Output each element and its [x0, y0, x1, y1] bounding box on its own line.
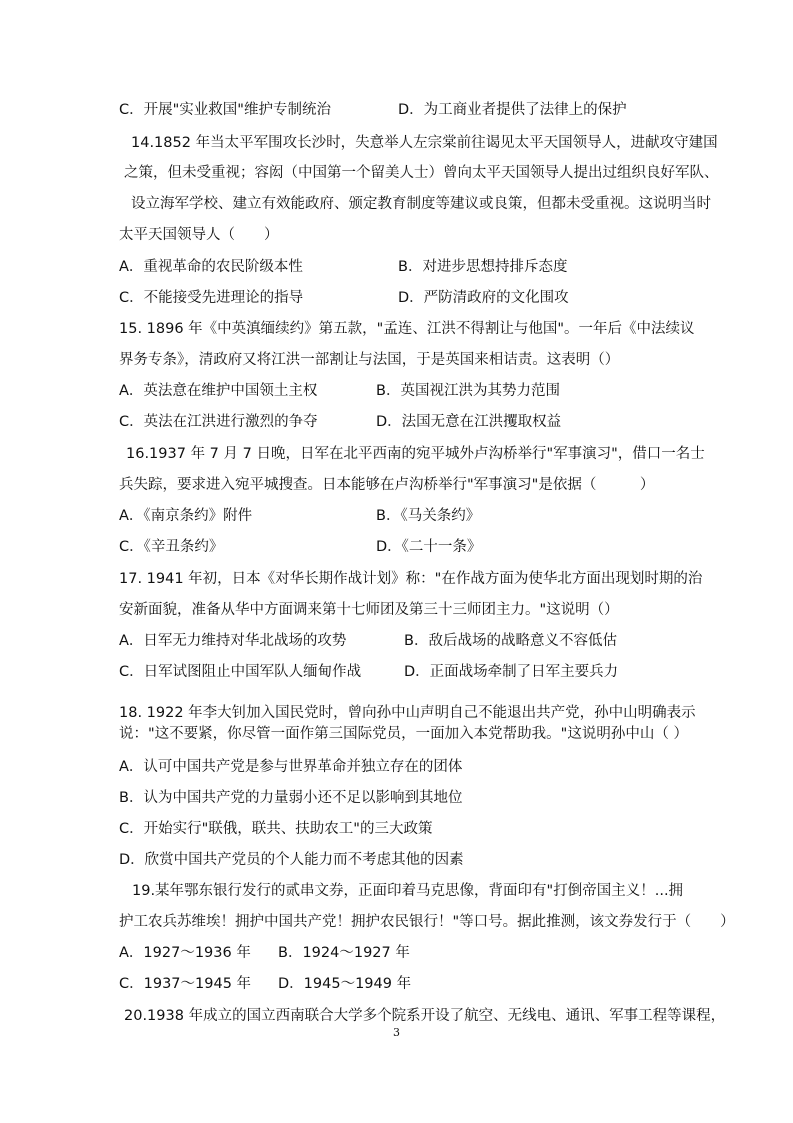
question-19-line-2: 护工农兵苏维埃！拥护中国共产党！拥护农民银行！"等口号。据此推测，该文券发行于（ ） [119, 914, 735, 930]
question-14-line-2: 之策，但未受重视；容闳（中国第一个留美人士）曾向太平天国领导人提出过组织良好军队、 [124, 165, 719, 181]
question-17-line-1: 17. 1941 年初，日本《对华长期作战计划》称："在作战方面为使华北方面出现划时期的治 [119, 571, 703, 587]
question-19-option-d: D．1945～1949 年 [278, 976, 412, 992]
question-15-option-d: D．法国无意在江洪攫取权益 [376, 414, 562, 430]
question-14-option-d: D．严防清政府的文化围攻 [398, 290, 569, 306]
question-14-line-4: 太平天国领导人（ ） [119, 227, 279, 243]
question-15-option-b: B．英国视江洪为其势力范围 [376, 383, 560, 399]
question-19-line-1: 19.某年鄂东银行发行的贰串文券，正面印着马克思像，背面印有"打倒帝国主义！...拥 [132, 883, 684, 899]
question-17-option-d: D．正面战场牵制了日军主要兵力 [404, 664, 619, 680]
question-18-option-d: D．欣赏中国共产党员的个人能力而不考虑其他的因素 [119, 852, 464, 868]
question-14-option-b: B．对进步思想持排斥态度 [398, 259, 568, 275]
question-14-line-3: 设立海军学校、建立有效能政府、颁定教育制度等建议或良策，但都未受重视。这说明当时 [131, 196, 711, 212]
question-15-line-2: 界务专条》，清政府又将江洪一部割让与法国，于是英国来相诘责。这表明（） [119, 352, 620, 368]
question-17-option-c: C．日军试图阻止中国军队人缅甸作战 [119, 664, 362, 680]
question-15-option-a: A．英法意在维护中国领土主权 [119, 383, 318, 399]
option-c: C．开展"实业救国"维护专制统治 [119, 102, 331, 118]
question-17-option-b: B．敌后战场的战略意义不容低估 [404, 633, 617, 649]
question-15-option-c: C．英法在江洪进行激烈的争夺 [119, 414, 318, 430]
question-16-option-d: D．《二十一条》 [376, 539, 482, 555]
question-16-line-2: 兵失踪，要求进入宛平城搜查。日本能够在卢沟桥举行"军事演习"是依据（ ） [119, 477, 655, 493]
page-number: 3 [393, 1026, 400, 1039]
question-18-option-c: C．开始实行"联俄，联共、扶助农工"的三大政策 [119, 821, 433, 837]
question-19-option-c: C．1937～1945 年 [119, 976, 252, 992]
question-14-line-1: 14.1852 年当太平军围攻长沙时，失意举人左宗棠前往谒见太平天国领导人，进献攻守建国 [131, 135, 718, 151]
option-d: D．为工商业者提供了法律上的保护 [398, 102, 627, 118]
question-16-option-a: A．《南京条约》附件 [119, 508, 253, 524]
question-14-option-a: A．重视革命的农民阶级本性 [119, 259, 303, 275]
question-16-option-b: B．《马关条约》 [376, 508, 481, 524]
question-20-line-1: 20.1938 年成立的国立西南联合大学多个院系开设了航空、无线电、通讯、军事工程等课程， [124, 1008, 726, 1024]
question-19-option-b: B．1924～1927 年 [278, 945, 410, 961]
question-18-line-2: 说："这不要紧，你尽管一面作第三国际党员，一面加入本党帮助我。"这说明孙中山（ ） [119, 726, 688, 742]
question-18-option-b: B．认为中国共产党的力量弱小还不足以影响到其地位 [119, 790, 463, 806]
question-14-option-c: C．不能接受先进理论的指导 [119, 290, 304, 306]
question-16-option-c: C．《辛丑条约》 [119, 539, 224, 555]
question-18-line-1: 18. 1922 年李大钊加入国民党时，曾向孙中山声明自己不能退出共产党，孙中山明确表示 [119, 705, 696, 721]
question-18-option-a: A．认可中国共产党是参与世界革命并独立存在的团体 [119, 759, 463, 775]
question-19-option-a: A．1927～1936 年 [119, 945, 251, 961]
question-17-line-2: 安新面貌，准备从华中方面调来第十七师团及第三十三师团主力。"这说明（） [119, 602, 619, 618]
question-17-option-a: A．日军无力维持对华北战场的攻势 [119, 633, 347, 649]
question-15-line-1: 15. 1896 年《中英滇缅续约》第五款，"孟连、江洪不得割让与他国"。一年后《中法续议 [119, 321, 695, 337]
question-16-line-1: 16.1937 年 7 月 7 日晚，日军在北平西南的宛平城外卢沟桥举行"军事演习"，借口一名士 [126, 446, 705, 462]
